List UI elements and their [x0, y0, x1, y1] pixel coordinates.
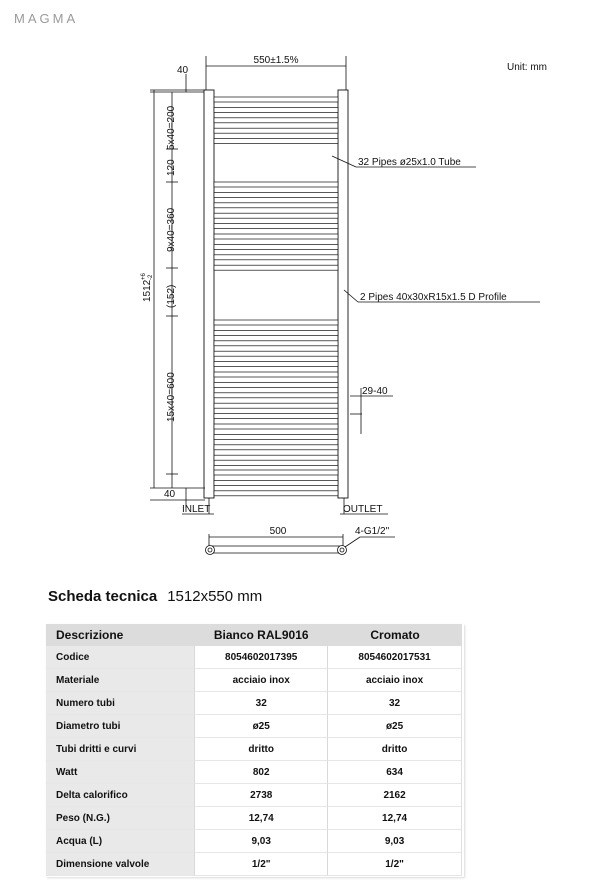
segment-4-label: (152) [166, 284, 177, 308]
bottom-offset-label: 40 [164, 489, 176, 500]
row-value-chrome: ø25 [328, 715, 462, 738]
bottom-view [206, 534, 396, 555]
tube [214, 255, 338, 260]
table-row [46, 807, 462, 830]
table-row [46, 646, 462, 669]
row-label: Tubi dritti e curvi [46, 738, 194, 761]
row-label: Delta calorifico [46, 784, 194, 807]
heating-tubes [214, 97, 338, 496]
height-dimension-label: 1512 [142, 279, 153, 302]
row-value-chrome: acciaio inox [328, 669, 462, 692]
tube [214, 224, 338, 229]
outlet-label: OUTLET [343, 504, 383, 515]
inlet-label: INLET [182, 504, 211, 515]
table-row [46, 669, 462, 692]
row-value-chrome: 1/2" [328, 853, 462, 876]
row-value-white: 12,74 [194, 807, 328, 830]
row-label: Dimensione valvole [46, 853, 194, 876]
tube [214, 351, 338, 356]
row-value-white: dritto [194, 738, 328, 761]
height-tolerance-upper: +6 [141, 273, 147, 280]
tube [214, 480, 338, 485]
row-label: Codice [46, 646, 194, 669]
row-value-white: 802 [194, 761, 328, 784]
tube [214, 445, 338, 450]
tube [214, 128, 338, 133]
tube [214, 192, 338, 197]
left-side-rail [204, 90, 214, 498]
row-label: Watt [46, 761, 194, 784]
row-value-chrome: 2162 [328, 784, 462, 807]
row-value-white: 8054602017395 [194, 646, 328, 669]
unit-label: Unit: mm [507, 62, 547, 73]
width-dimension-label: 550±1.5% [253, 55, 299, 66]
row-label: Diametro tubi [46, 715, 194, 738]
table-row [46, 853, 462, 876]
top-offset-label: 40 [177, 65, 189, 76]
spec-size: 1512x550 mm [167, 588, 263, 605]
right-side-rail [338, 90, 348, 498]
height-dimension [150, 90, 205, 500]
top-offset-dimension [150, 74, 205, 92]
spec-table-header [46, 624, 462, 646]
table-row [46, 784, 462, 807]
tube [214, 434, 338, 439]
tube [214, 118, 338, 123]
tube [214, 320, 338, 325]
row-label: Materiale [46, 669, 194, 692]
tube [214, 213, 338, 218]
pipes-label: 32 Pipes ø25x1.0 Tube [358, 157, 461, 168]
row-value-white: ø25 [194, 715, 328, 738]
connection-label: 4-G1/2" [355, 526, 390, 537]
center-distance-label: 500 [269, 526, 287, 537]
row-value-chrome: 9,03 [328, 830, 462, 853]
tube [214, 182, 338, 187]
tube [214, 234, 338, 239]
spec-title [48, 588, 262, 605]
segment-2-label: 120 [166, 159, 177, 176]
row-value-chrome: 8054602017531 [328, 646, 462, 669]
header-white: Bianco RAL9016 [194, 624, 328, 646]
tube [214, 203, 338, 208]
header-chrome: Cromato [328, 624, 462, 646]
height-tolerance-lower: -2 [148, 274, 154, 280]
tube [214, 382, 338, 387]
segment-3-label: 9x40=360 [166, 207, 177, 252]
tube [214, 244, 338, 249]
header-description: Descrizione [46, 624, 194, 646]
tube [214, 414, 338, 419]
tube [214, 265, 338, 270]
tube [214, 470, 338, 475]
tube [214, 455, 338, 460]
tube [214, 341, 338, 346]
row-value-white: 2738 [194, 784, 328, 807]
table-row [46, 692, 462, 715]
row-value-chrome: dritto [328, 738, 462, 761]
profile-label: 2 Pipes 40x30xR15x1.5 D Profile [360, 292, 507, 303]
table-row [46, 715, 462, 738]
brand-logo: MAGMA [14, 11, 79, 26]
row-value-white: 9,03 [194, 830, 328, 853]
row-label: Numero tubi [46, 692, 194, 715]
spec-title-text: Scheda tecnica [48, 588, 158, 605]
row-value-white: 1/2" [194, 853, 328, 876]
segment-5-label: 15x40=600 [166, 372, 177, 422]
tube [214, 424, 338, 429]
tube [214, 362, 338, 367]
table-row [46, 738, 462, 761]
table-row [46, 830, 462, 853]
row-value-chrome: 634 [328, 761, 462, 784]
tube [214, 491, 338, 496]
row-value-chrome: 12,74 [328, 807, 462, 830]
row-value-chrome: 32 [328, 692, 462, 715]
tube [214, 403, 338, 408]
row-label: Peso (N.G.) [46, 807, 194, 830]
table-row [46, 761, 462, 784]
tube [214, 393, 338, 398]
tube [214, 372, 338, 377]
gap-label: 29-40 [362, 386, 388, 397]
row-value-white: 32 [194, 692, 328, 715]
spec-table [46, 624, 462, 876]
row-value-white: acciaio inox [194, 669, 328, 692]
tube [214, 107, 338, 112]
tube [214, 330, 338, 335]
tube [214, 97, 338, 102]
tube [214, 139, 338, 144]
segment-1-label: 5x40=200 [166, 105, 177, 150]
row-label: Acqua (L) [46, 830, 194, 853]
